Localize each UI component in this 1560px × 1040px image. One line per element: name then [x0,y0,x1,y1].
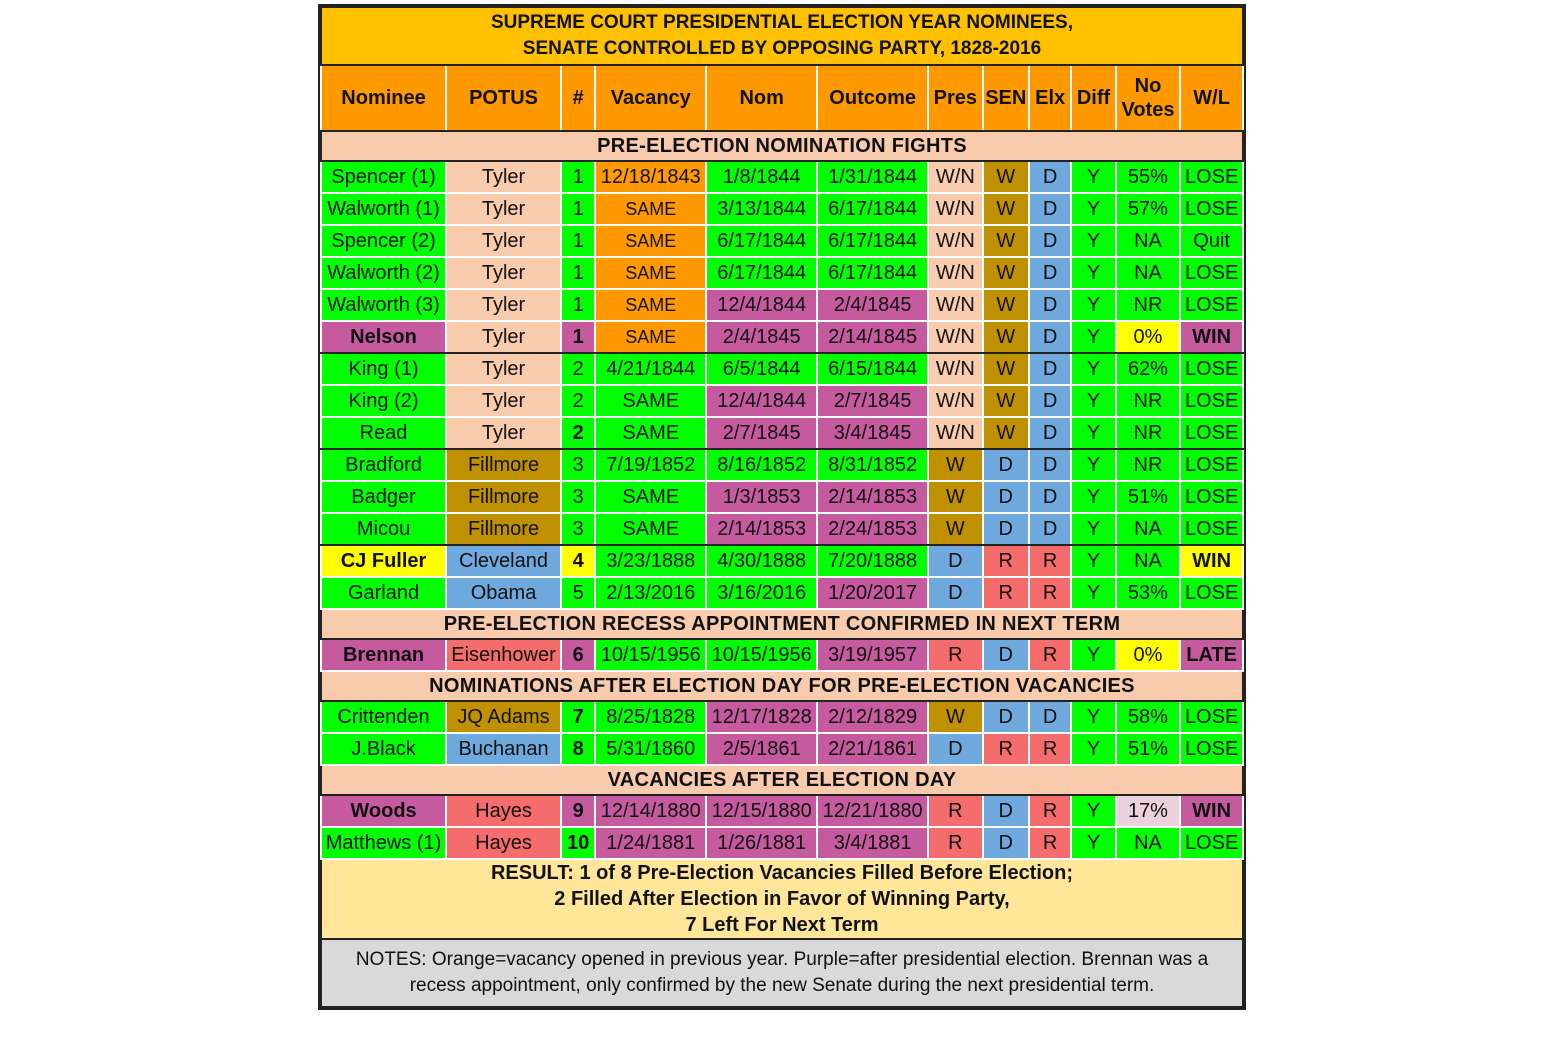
cell-sen: W [983,257,1029,289]
cell-no-votes: 17% [1116,795,1181,827]
cell-diff: Y [1071,701,1115,733]
cell-diff: Y [1071,481,1115,513]
cell-pres: W [928,701,982,733]
cell-outcome: 6/17/1844 [817,257,928,289]
cell-potus: Tyler [446,353,561,385]
table-row [321,449,1243,481]
cell-number: 1 [561,289,595,321]
cell-no-votes: 55% [1116,161,1181,193]
notes-row [321,939,1243,1007]
cell-elx: D [1029,513,1071,545]
cell-sen: D [983,449,1029,481]
header-diff: Diff [1071,65,1115,131]
cell-number: 1 [561,321,595,353]
cell-wl: WIN [1180,545,1243,577]
header-potus: POTUS [446,65,561,131]
cell-diff: Y [1071,257,1115,289]
cell-potus: Tyler [446,193,561,225]
cell-nom: 3/13/1844 [706,193,817,225]
cell-diff: Y [1071,353,1115,385]
cell-nominee: Walworth (1) [321,193,446,225]
cell-sen: W [983,353,1029,385]
cell-vacancy: 7/19/1852 [595,449,706,481]
cell-wl: LOSE [1180,513,1243,545]
cell-number: 7 [561,701,595,733]
cell-potus: Buchanan [446,733,561,765]
section-header [321,671,1243,701]
cell-nominee: Read [321,417,446,449]
cell-diff: Y [1071,577,1115,609]
nominees-table [320,6,1244,1008]
cell-nominee: Walworth (2) [321,257,446,289]
table-row [321,545,1243,577]
cell-outcome: 1/20/2017 [817,577,928,609]
cell-diff: Y [1071,545,1115,577]
cell-no-votes: 58% [1116,701,1181,733]
table-row [321,225,1243,257]
cell-nominee: King (2) [321,385,446,417]
cell-potus: Tyler [446,289,561,321]
cell-elx: D [1029,289,1071,321]
cell-vacancy: 1/24/1881 [595,827,706,859]
cell-pres: D [928,577,982,609]
cell-wl: LOSE [1180,161,1243,193]
cell-nom: 12/15/1880 [706,795,817,827]
cell-potus: Tyler [446,385,561,417]
header-nom: Nom [706,65,817,131]
cell-diff: Y [1071,733,1115,765]
cell-elx: D [1029,449,1071,481]
cell-nom: 6/5/1844 [706,353,817,385]
header-no-votes-line-2: Votes [1121,99,1175,121]
cell-nom: 12/4/1844 [706,385,817,417]
header-no-votes-line-1: No [1134,75,1162,97]
cell-elx: R [1029,827,1071,859]
cell-vacancy: 10/15/1956 [595,639,706,671]
cell-elx: D [1029,385,1071,417]
cell-no-votes: NA [1116,545,1181,577]
cell-pres: W/N [928,321,982,353]
result-summary [321,859,1243,939]
cell-no-votes: 0% [1116,639,1181,671]
section-header [321,131,1243,161]
result-line-3: 7 Left For Next Term [685,914,879,936]
cell-vacancy: 2/13/2016 [595,577,706,609]
cell-no-votes: NR [1116,385,1181,417]
cell-diff: Y [1071,225,1115,257]
cell-outcome: 2/12/1829 [817,701,928,733]
cell-vacancy: 4/21/1844 [595,353,706,385]
cell-number: 6 [561,639,595,671]
notes-line-2: recess appointment, only confirmed by the new Senate during the next presidential term. [409,975,1155,996]
cell-outcome: 7/20/1888 [817,545,928,577]
cell-nom: 1/3/1853 [706,481,817,513]
section-header [321,765,1243,795]
cell-outcome: 6/17/1844 [817,225,928,257]
table-row [321,193,1243,225]
header-nominee: Nominee [321,65,446,131]
notes-line-1: NOTES: Orange=vacancy opened in previous year. Purple=after presidential election. Brennan was a [355,949,1209,970]
cell-vacancy: SAME [595,193,706,225]
cell-pres: W/N [928,289,982,321]
cell-pres: W [928,481,982,513]
cell-potus: Obama [446,577,561,609]
cell-outcome: 2/7/1845 [817,385,928,417]
cell-nominee: Brennan [321,639,446,671]
cell-vacancy: SAME [595,225,706,257]
cell-outcome: 3/19/1957 [817,639,928,671]
cell-pres: W/N [928,225,982,257]
header-outcome: Outcome [817,65,928,131]
table-row [321,733,1243,765]
cell-number: 4 [561,545,595,577]
cell-elx: R [1029,795,1071,827]
cell-nom: 2/5/1861 [706,733,817,765]
cell-pres: W/N [928,193,982,225]
table-row [321,417,1243,449]
cell-wl: Quit [1180,225,1243,257]
cell-number: 3 [561,449,595,481]
table-row [321,639,1243,671]
table-row [321,257,1243,289]
cell-no-votes: NR [1116,449,1181,481]
cell-wl: LOSE [1180,481,1243,513]
notes-text [321,939,1243,1007]
cell-sen: D [983,701,1029,733]
cell-no-votes: 62% [1116,353,1181,385]
cell-potus: Tyler [446,161,561,193]
cell-elx: R [1029,733,1071,765]
cell-nominee: Crittenden [321,701,446,733]
cell-diff: Y [1071,289,1115,321]
cell-sen: W [983,225,1029,257]
cell-potus: Hayes [446,795,561,827]
cell-potus: Tyler [446,257,561,289]
cell-nom: 6/17/1844 [706,225,817,257]
section-title: PRE-ELECTION RECESS APPOINTMENT CONFIRMED IN NEXT TERM [321,609,1243,639]
cell-nominee: King (1) [321,353,446,385]
cell-nominee: CJ Fuller [321,545,446,577]
cell-vacancy: 5/31/1860 [595,733,706,765]
cell-potus: Eisenhower [446,639,561,671]
title-line-1: SUPREME COURT PRESIDENTIAL ELECTION YEAR NOMINEES, [490,12,1074,33]
cell-number: 9 [561,795,595,827]
cell-potus: Tyler [446,417,561,449]
table-row [321,827,1243,859]
cell-sen: W [983,321,1029,353]
cell-nom: 2/7/1845 [706,417,817,449]
header-vacancy: Vacancy [595,65,706,131]
cell-wl: LOSE [1180,257,1243,289]
cell-elx: D [1029,257,1071,289]
cell-vacancy: 3/23/1888 [595,545,706,577]
table-row [321,353,1243,385]
result-line-1: RESULT: 1 of 8 Pre-Election Vacancies Filled Before Election; [490,862,1073,884]
section-header [321,609,1243,639]
result-row [321,859,1243,939]
cell-number: 3 [561,481,595,513]
cell-outcome: 3/4/1845 [817,417,928,449]
cell-wl: LOSE [1180,289,1243,321]
cell-nominee: Garland [321,577,446,609]
header-no-votes [1116,65,1181,131]
cell-outcome: 8/31/1852 [817,449,928,481]
cell-number: 8 [561,733,595,765]
cell-nominee: Walworth (3) [321,289,446,321]
cell-sen: R [983,577,1029,609]
cell-no-votes: NR [1116,289,1181,321]
cell-elx: R [1029,639,1071,671]
cell-wl: LOSE [1180,827,1243,859]
cell-elx: D [1029,193,1071,225]
cell-nominee: Spencer (2) [321,225,446,257]
nominees-table-sheet [318,4,1246,1010]
cell-elx: D [1029,481,1071,513]
cell-outcome: 2/21/1861 [817,733,928,765]
header-wl: W/L [1180,65,1243,131]
cell-vacancy: 12/18/1843 [595,161,706,193]
cell-sen: W [983,193,1029,225]
cell-vacancy: SAME [595,289,706,321]
cell-elx: R [1029,577,1071,609]
cell-wl: LOSE [1180,577,1243,609]
cell-nom: 10/15/1956 [706,639,817,671]
cell-sen: W [983,289,1029,321]
cell-pres: W/N [928,161,982,193]
cell-outcome: 2/4/1845 [817,289,928,321]
cell-no-votes: NA [1116,513,1181,545]
cell-elx: D [1029,225,1071,257]
cell-diff: Y [1071,513,1115,545]
cell-vacancy: SAME [595,417,706,449]
table-title [321,7,1243,65]
table-row [321,161,1243,193]
cell-diff: Y [1071,161,1115,193]
cell-elx: D [1029,417,1071,449]
cell-vacancy: SAME [595,385,706,417]
header-pres: Pres [928,65,982,131]
cell-nom: 12/4/1844 [706,289,817,321]
cell-sen: D [983,827,1029,859]
cell-diff: Y [1071,795,1115,827]
cell-sen: R [983,545,1029,577]
cell-number: 2 [561,353,595,385]
cell-no-votes: NA [1116,257,1181,289]
cell-pres: W/N [928,353,982,385]
cell-number: 3 [561,513,595,545]
cell-wl: LOSE [1180,417,1243,449]
table-row [321,385,1243,417]
cell-wl: LOSE [1180,385,1243,417]
cell-outcome: 3/4/1881 [817,827,928,859]
cell-outcome: 1/31/1844 [817,161,928,193]
cell-no-votes: 57% [1116,193,1181,225]
cell-pres: R [928,639,982,671]
cell-diff: Y [1071,193,1115,225]
cell-elx: D [1029,161,1071,193]
cell-nominee: Bradford [321,449,446,481]
table-row [321,513,1243,545]
table-row [321,577,1243,609]
cell-wl: LOSE [1180,449,1243,481]
cell-nominee: Woods [321,795,446,827]
cell-pres: R [928,795,982,827]
cell-pres: W/N [928,257,982,289]
cell-vacancy: SAME [595,257,706,289]
cell-nom: 4/30/1888 [706,545,817,577]
cell-number: 10 [561,827,595,859]
cell-no-votes: 0% [1116,321,1181,353]
cell-nominee: Spencer (1) [321,161,446,193]
cell-sen: D [983,639,1029,671]
header-sen: SEN [983,65,1029,131]
cell-no-votes: 53% [1116,577,1181,609]
cell-sen: D [983,513,1029,545]
section-title: NOMINATIONS AFTER ELECTION DAY FOR PRE-ELECTION VACANCIES [321,671,1243,701]
cell-nom: 1/8/1844 [706,161,817,193]
cell-vacancy: 8/25/1828 [595,701,706,733]
cell-sen: W [983,385,1029,417]
cell-outcome: 2/14/1853 [817,481,928,513]
cell-elx: D [1029,321,1071,353]
cell-potus: Cleveland [446,545,561,577]
cell-wl: LOSE [1180,701,1243,733]
cell-nom: 2/14/1853 [706,513,817,545]
cell-potus: Fillmore [446,449,561,481]
cell-nom: 6/17/1844 [706,257,817,289]
cell-nominee: Micou [321,513,446,545]
cell-no-votes: NA [1116,225,1181,257]
cell-pres: W [928,513,982,545]
cell-elx: R [1029,545,1071,577]
cell-no-votes: NA [1116,827,1181,859]
cell-outcome: 6/17/1844 [817,193,928,225]
cell-pres: W [928,449,982,481]
cell-nominee: Nelson [321,321,446,353]
header-number: # [561,65,595,131]
header-row [321,65,1243,131]
section-title: PRE-ELECTION NOMINATION FIGHTS [321,131,1243,161]
cell-sen: D [983,481,1029,513]
cell-vacancy: SAME [595,481,706,513]
cell-diff: Y [1071,449,1115,481]
cell-number: 2 [561,417,595,449]
cell-potus: JQ Adams [446,701,561,733]
cell-pres: D [928,733,982,765]
cell-sen: R [983,733,1029,765]
cell-potus: Fillmore [446,481,561,513]
cell-elx: D [1029,353,1071,385]
cell-no-votes: NR [1116,417,1181,449]
cell-vacancy: SAME [595,513,706,545]
cell-number: 1 [561,225,595,257]
cell-diff: Y [1071,417,1115,449]
cell-pres: R [928,827,982,859]
title-row [321,7,1243,65]
cell-potus: Tyler [446,225,561,257]
table-row [321,481,1243,513]
cell-potus: Fillmore [446,513,561,545]
cell-nominee: Matthews (1) [321,827,446,859]
cell-nom: 2/4/1845 [706,321,817,353]
cell-no-votes: 51% [1116,481,1181,513]
cell-pres: W/N [928,417,982,449]
cell-sen: W [983,417,1029,449]
cell-number: 2 [561,385,595,417]
cell-wl: WIN [1180,321,1243,353]
cell-nom: 8/16/1852 [706,449,817,481]
cell-sen: D [983,795,1029,827]
result-line-2: 2 Filled After Election in Favor of Winning Party, [554,888,1010,910]
cell-wl: LOSE [1180,193,1243,225]
table-row [321,321,1243,353]
cell-nom: 1/26/1881 [706,827,817,859]
cell-wl: WIN [1180,795,1243,827]
header-elx: Elx [1029,65,1071,131]
cell-outcome: 6/15/1844 [817,353,928,385]
cell-wl: LATE [1180,639,1243,671]
title-line-2: SENATE CONTROLLED BY OPPOSING PARTY, 1828-2016 [522,38,1042,59]
cell-elx: D [1029,701,1071,733]
table-row [321,289,1243,321]
cell-wl: LOSE [1180,353,1243,385]
cell-number: 1 [561,257,595,289]
section-title: VACANCIES AFTER ELECTION DAY [321,765,1243,795]
cell-nom: 12/17/1828 [706,701,817,733]
table-row [321,795,1243,827]
cell-diff: Y [1071,639,1115,671]
cell-potus: Tyler [446,321,561,353]
cell-diff: Y [1071,321,1115,353]
cell-nominee: Badger [321,481,446,513]
cell-outcome: 2/24/1853 [817,513,928,545]
cell-pres: W/N [928,385,982,417]
cell-outcome: 12/21/1880 [817,795,928,827]
cell-number: 5 [561,577,595,609]
cell-nom: 3/16/2016 [706,577,817,609]
cell-vacancy: SAME [595,321,706,353]
cell-wl: LOSE [1180,733,1243,765]
cell-diff: Y [1071,385,1115,417]
cell-diff: Y [1071,827,1115,859]
cell-no-votes: 51% [1116,733,1181,765]
table-row [321,701,1243,733]
cell-nominee: J.Black [321,733,446,765]
cell-number: 1 [561,161,595,193]
cell-sen: W [983,161,1029,193]
cell-number: 1 [561,193,595,225]
cell-potus: Hayes [446,827,561,859]
cell-vacancy: 12/14/1880 [595,795,706,827]
cell-pres: D [928,545,982,577]
cell-outcome: 2/14/1845 [817,321,928,353]
